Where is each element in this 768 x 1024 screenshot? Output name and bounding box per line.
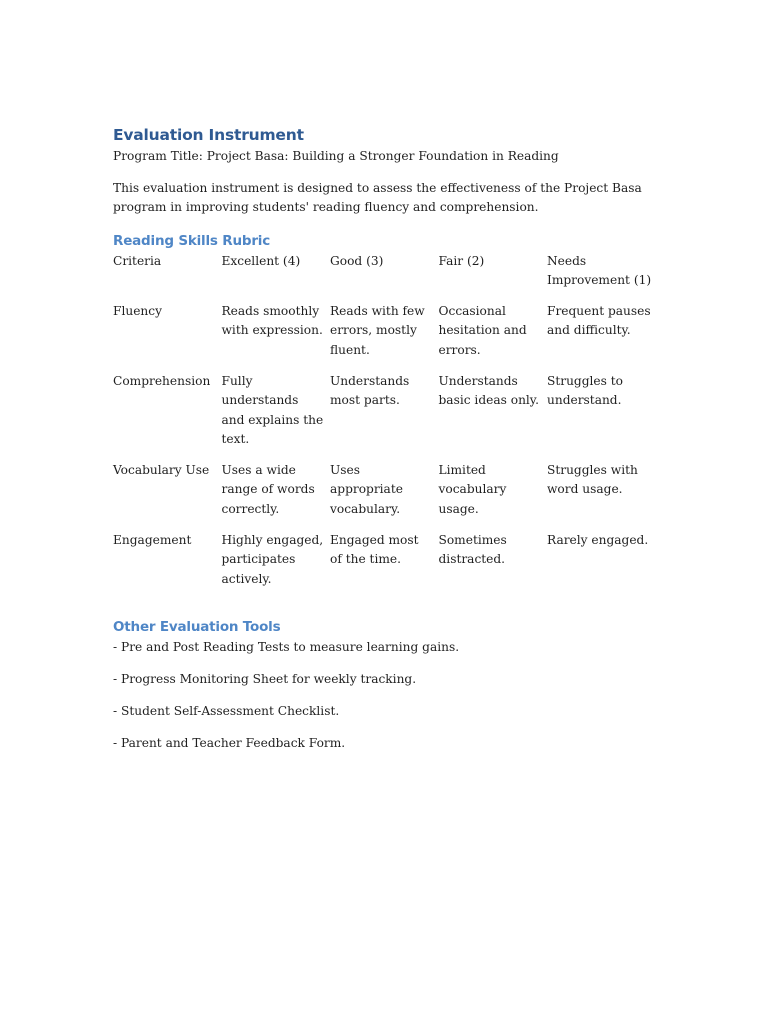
table-cell: Uses a wide range of words correctly. (221, 463, 315, 516)
other-tools-list (113, 638, 658, 754)
table-cell: Understands most parts. (330, 373, 410, 408)
table-cell: Sometimes distracted. (438, 533, 507, 567)
table-cell: Reads with few errors, mostly fluent. (330, 304, 425, 357)
table-cell: Rarely engaged. (547, 533, 649, 548)
table-cell: Frequent pauses and difficulty. (547, 304, 651, 338)
header-cell-good: Good (3) (330, 253, 384, 268)
list-item: - Progress Monitoring Sheet for weekly tracking. (113, 671, 417, 686)
table-cell: Fully understands and explains the text. (221, 373, 324, 446)
document-title: Evaluation Instrument (113, 126, 304, 144)
table-row (113, 461, 658, 531)
table-cell: Limited vocabulary usage. (438, 463, 507, 516)
table-cell: Uses appropriate vocabulary. (330, 463, 403, 516)
criteria-cell: Vocabulary Use (113, 463, 210, 478)
rubric-header-row (113, 252, 658, 303)
table-cell: Reads smoothly with expression. (221, 304, 323, 338)
header-cell-needs-improvement: Needs Improvement (1) (547, 253, 652, 287)
table-cell: Understands basic ideas only. (438, 373, 539, 408)
criteria-cell: Engagement (113, 533, 192, 548)
table-row (113, 372, 658, 461)
other-tools-heading: Other Evaluation Tools (113, 618, 281, 635)
table-cell: Highly engaged, participates actively. (221, 533, 324, 586)
list-item: - Student Self-Assessment Checklist. (113, 703, 340, 718)
table-row (113, 302, 658, 372)
table-cell: Occasional hesitation and errors. (438, 304, 527, 357)
document-content (113, 124, 658, 766)
criteria-cell: Fluency (113, 304, 162, 319)
table-row (113, 531, 658, 601)
program-title: Program Title: Project Basa: Building a Stronger Foundation in Reading (113, 149, 559, 163)
criteria-cell: Comprehension (113, 373, 211, 388)
header-cell-excellent: Excellent (4) (221, 253, 301, 268)
table-cell: Struggles to understand. (547, 373, 623, 408)
list-item: - Pre and Post Reading Tests to measure learning gains. (113, 639, 460, 654)
header-cell-criteria: Criteria (113, 253, 162, 268)
table-cell: Struggles with word usage. (547, 463, 638, 497)
table-cell: Engaged most of the time. (330, 533, 419, 567)
rubric-heading: Reading Skills Rubric (113, 232, 271, 249)
rubric-table (113, 252, 658, 601)
header-cell-fair: Fair (2) (438, 253, 485, 268)
intro-paragraph: This evaluation instrument is designed to assess the effectiveness of the Project Basa program in improving students' reading fluency and comprehension. (113, 180, 642, 214)
list-item: - Parent and Teacher Feedback Form. (113, 735, 346, 750)
